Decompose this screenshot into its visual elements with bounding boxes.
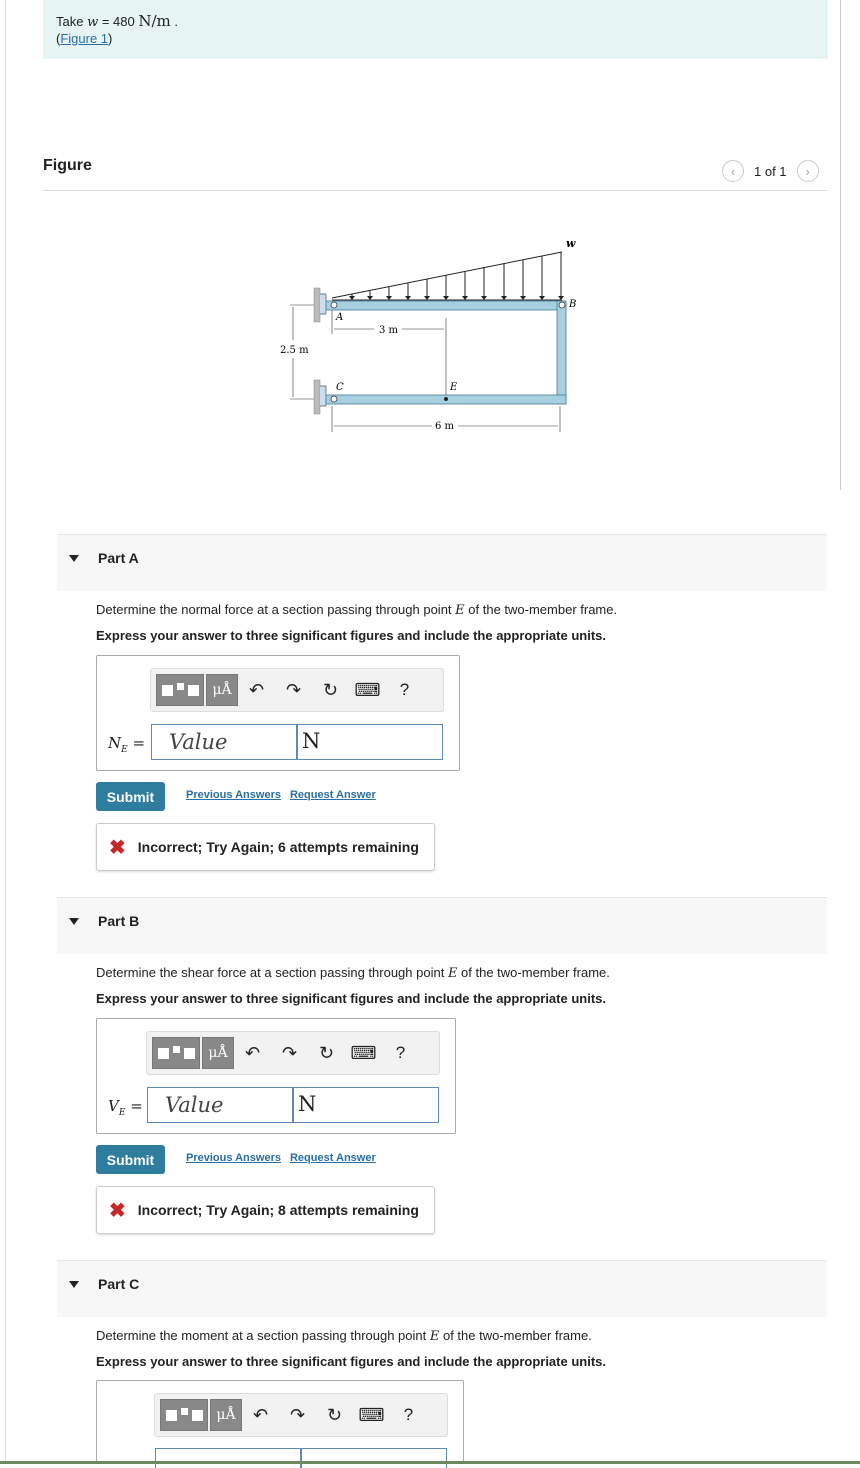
load-arrows xyxy=(352,252,561,299)
units-button[interactable]: μÅ xyxy=(202,1037,234,1069)
dim-3m: 3 m xyxy=(379,325,399,336)
redo-icon[interactable]: ↷ xyxy=(285,679,302,700)
submit-button[interactable]: Submit xyxy=(96,782,165,811)
pin-C xyxy=(331,396,337,402)
incorrect-icon: ✖ xyxy=(109,1199,126,1222)
request-answer-link[interactable]: Request Answer xyxy=(289,789,376,801)
part-c-question: Determine the moment at a section passing through point E of the two-member frame. xyxy=(96,1328,592,1344)
help-icon[interactable]: ? xyxy=(399,680,410,699)
page-left-border xyxy=(5,0,6,1464)
math-toolbar xyxy=(154,1393,448,1437)
part-b-answer-box xyxy=(96,1018,456,1134)
templates-button[interactable] xyxy=(156,674,204,706)
part-c-answer-box xyxy=(96,1380,464,1464)
value-input[interactable]: Value xyxy=(151,724,297,760)
variable-label: $N_E$ = xyxy=(108,734,146,755)
part-a-header[interactable] xyxy=(57,534,827,591)
caret-down-icon xyxy=(69,555,79,562)
point-E xyxy=(444,397,448,401)
dim-6m: 6 m xyxy=(435,421,455,432)
load-profile xyxy=(332,252,562,298)
math-toolbar xyxy=(146,1031,440,1075)
keyboard-icon[interactable]: ⌨ xyxy=(358,1404,385,1425)
load-arrowheads xyxy=(349,296,564,300)
templates-button[interactable] xyxy=(152,1037,200,1069)
value-input[interactable] xyxy=(155,1448,301,1468)
undo-icon[interactable]: ↶ xyxy=(248,679,265,700)
figure-pager xyxy=(722,159,819,183)
previous-answers-link[interactable]: Previous Answers xyxy=(186,1152,281,1164)
part-c-header[interactable] xyxy=(57,1260,827,1317)
problem-statement xyxy=(43,0,828,59)
feedback-message: Incorrect; Try Again; 8 attempts remaining xyxy=(137,1202,419,1218)
request-answer-link[interactable]: Request Answer xyxy=(289,1152,376,1164)
part-a-answer-box xyxy=(96,655,460,771)
frame-diagram xyxy=(270,230,600,440)
figure-link-line: (Figure 1) xyxy=(56,31,113,46)
part-b-header[interactable] xyxy=(57,897,827,954)
pager-text: 1 of 1 xyxy=(754,163,787,179)
pin-B xyxy=(559,302,565,308)
chevron-left-icon[interactable]: ‹ xyxy=(722,160,744,182)
w-label: w xyxy=(566,237,576,250)
units-button[interactable]: μÅ xyxy=(210,1399,242,1431)
part-c-instruction: Express your answer to three significant figures and include the appropriate units. xyxy=(96,1354,606,1369)
label-B: B xyxy=(569,299,577,310)
part-a-instruction: Express your answer to three significant figures and include the appropriate units. xyxy=(96,628,606,643)
keyboard-icon[interactable]: ⌨ xyxy=(350,1042,377,1063)
feedback-box xyxy=(96,823,435,871)
part-label: Part A xyxy=(98,550,139,566)
caret-down-icon xyxy=(69,918,79,925)
value-input[interactable]: Value xyxy=(147,1087,293,1123)
dim-2-5m: 2.5 m xyxy=(280,345,309,356)
figure-link[interactable]: Figure 1 xyxy=(60,31,109,46)
member-AB xyxy=(326,301,566,310)
units-button[interactable]: μÅ xyxy=(206,674,238,706)
reset-icon[interactable]: ↻ xyxy=(318,1042,335,1063)
wall-support-bottom xyxy=(314,380,320,414)
variable-label: $V_E$ = xyxy=(108,1097,143,1118)
undo-icon[interactable]: ↶ xyxy=(244,1042,261,1063)
help-icon[interactable]: ? xyxy=(395,1043,406,1062)
member-vertical xyxy=(557,301,566,404)
feedback-message: Incorrect; Try Again; 6 attempts remaining xyxy=(137,839,419,855)
wall-support-top xyxy=(314,288,320,322)
label-E: E xyxy=(450,382,458,393)
answer-links xyxy=(186,1152,385,1164)
keyboard-icon[interactable]: ⌨ xyxy=(354,679,381,700)
scrollbar[interactable] xyxy=(840,0,841,490)
feedback-box xyxy=(96,1186,435,1234)
redo-icon[interactable]: ↷ xyxy=(289,1404,306,1425)
templates-button[interactable] xyxy=(160,1399,208,1431)
previous-answers-link[interactable]: Previous Answers xyxy=(186,789,281,801)
part-label: Part B xyxy=(98,913,140,929)
reset-icon[interactable]: ↻ xyxy=(322,679,339,700)
unit-input[interactable] xyxy=(301,1448,447,1468)
answer-links xyxy=(186,789,385,801)
help-icon[interactable]: ? xyxy=(403,1405,414,1424)
figure-title: Figure xyxy=(43,157,92,174)
math-toolbar xyxy=(150,668,444,712)
caret-down-icon xyxy=(69,1281,79,1288)
redo-icon[interactable]: ↷ xyxy=(281,1042,298,1063)
pin-A xyxy=(331,302,337,308)
undo-icon[interactable]: ↶ xyxy=(252,1404,269,1425)
unit-input[interactable]: N xyxy=(293,1087,439,1123)
label-C: C xyxy=(336,382,344,393)
part-b-instruction: Express your answer to three significant figures and include the appropriate units. xyxy=(96,991,606,1006)
part-label: Part C xyxy=(98,1276,140,1292)
reset-icon[interactable]: ↻ xyxy=(326,1404,343,1425)
chevron-right-icon[interactable]: › xyxy=(797,160,819,182)
given-value: Take w = 480 N/m . xyxy=(56,12,178,30)
label-A: A xyxy=(336,312,344,323)
unit-input[interactable]: N xyxy=(297,724,443,760)
part-b-question: Determine the shear force at a section passing through point E of the two-member frame. xyxy=(96,965,610,981)
part-a-question: Determine the normal force at a section passing through point E of the two-member frame. xyxy=(96,602,618,618)
submit-button[interactable]: Submit xyxy=(96,1145,165,1174)
incorrect-icon: ✖ xyxy=(109,836,126,859)
divider xyxy=(43,190,828,191)
